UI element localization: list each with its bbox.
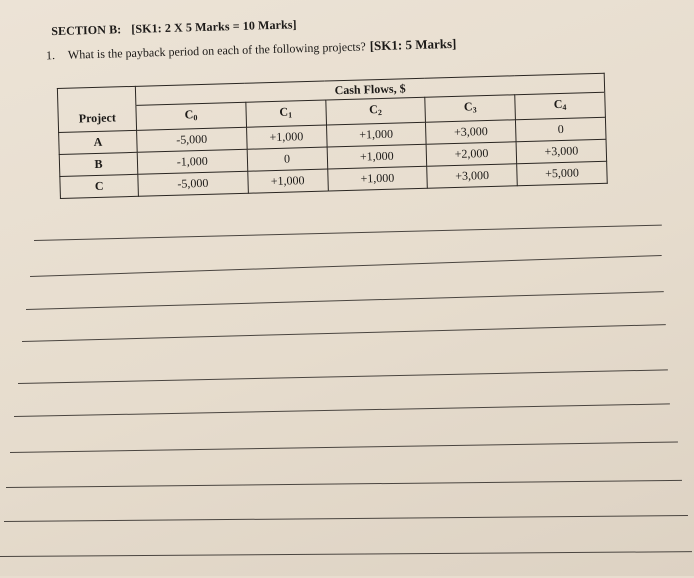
cash-flow-cell: -1,000 bbox=[137, 149, 247, 174]
cash-flow-cell: +1,000 bbox=[327, 166, 427, 191]
project-cell: A bbox=[59, 130, 138, 154]
question-marks: [SK1: 5 Marks] bbox=[369, 35, 457, 54]
project-cell: B bbox=[59, 152, 138, 176]
cash-flow-cell: +1,000 bbox=[247, 169, 328, 193]
column-header-c2: $C_2$ bbox=[325, 97, 425, 125]
column-header-c1: $C_1$ bbox=[245, 100, 326, 127]
cash-flow-cell: +3,000 bbox=[427, 164, 517, 189]
cash-flows-header: Cash Flows, $ bbox=[136, 73, 605, 105]
cash-flow-cell: -5,000 bbox=[137, 127, 247, 152]
cash-flow-cell: 0 bbox=[247, 147, 328, 171]
cash-flow-cell: +1,000 bbox=[327, 144, 427, 169]
cash-flow-cell: +3,000 bbox=[516, 139, 607, 164]
cash-flow-table bbox=[57, 73, 608, 199]
section-marks: [SK1: 2 X 5 Marks = 10 Marks] bbox=[131, 17, 297, 36]
project-cell: C bbox=[60, 174, 139, 198]
cash-flow-cell: +1,000 bbox=[246, 125, 327, 149]
section-label: SECTION B: bbox=[51, 22, 122, 39]
cash-flow-cell: +2,000 bbox=[426, 142, 516, 167]
cash-flow-cell: +3,000 bbox=[426, 120, 516, 145]
header-blank-project bbox=[57, 86, 136, 107]
column-header-c3: $C_3$ bbox=[425, 95, 516, 122]
column-header-c4: $C_4$ bbox=[515, 92, 606, 120]
cash-flow-cell: +5,000 bbox=[517, 161, 608, 186]
question-number: 1. bbox=[45, 48, 56, 63]
section-title bbox=[51, 17, 297, 39]
cash-flow-cell: 0 bbox=[516, 117, 607, 142]
cash-flow-cell: +1,000 bbox=[326, 122, 426, 147]
project-header: Project bbox=[58, 105, 137, 132]
cash-flow-cell: -5,000 bbox=[138, 171, 248, 196]
question-text: What is the payback period on each of the following projects? bbox=[67, 39, 366, 62]
question-1 bbox=[46, 36, 457, 63]
column-header-c0: $C_0$ bbox=[136, 102, 246, 130]
